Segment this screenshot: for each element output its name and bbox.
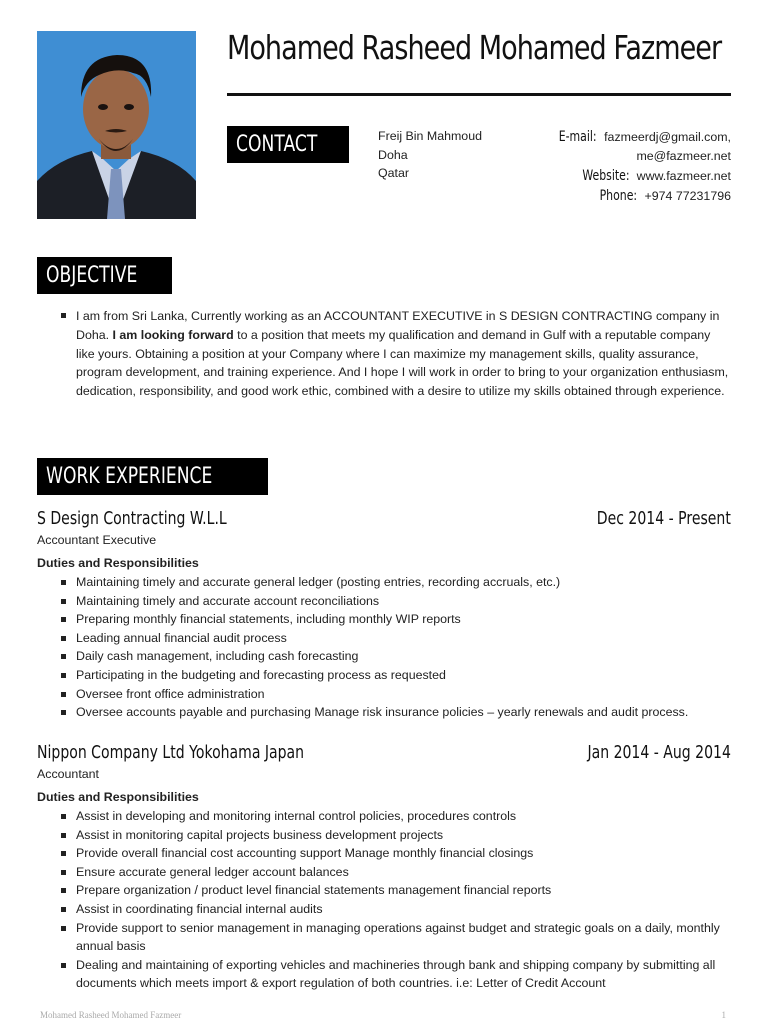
candidate-name: Mohamed Rasheed Mohamed Fazmeer	[227, 28, 722, 67]
address-line: Freij Bin Mahmoud	[378, 129, 482, 143]
list-item: Prepare organization / product level financial statements management financial reports	[76, 881, 736, 900]
list-item: Ensure accurate general ledger account balances	[76, 863, 736, 882]
objective-text-bold: I am looking forward	[112, 327, 234, 342]
list-item: Oversee front office administration	[76, 685, 736, 704]
list-item: Provide overall financial cost accounting support Manage monthly financial closings	[76, 844, 736, 863]
email-row	[548, 127, 731, 147]
phone-label: Phone:	[599, 188, 638, 204]
job-dates: Dec 2014 - Present	[596, 508, 731, 529]
list-item: Provide support to senior management in managing operations against budget and strategic goals on a daily, monthly annual basis	[76, 919, 736, 956]
objective-heading-text: OBJECTIVE	[46, 263, 138, 288]
email-row-secondary	[548, 147, 731, 166]
website-label: Website:	[581, 168, 630, 184]
objective-heading	[37, 257, 172, 294]
objective-text-part1: I am from Sri Lanka, Currently working as an ACCOUNTANT EXECUTIVE in S DESIGN CONTRACTING company in Doha.	[76, 309, 720, 342]
job-dates: Jan 2014 - Aug 2014	[587, 742, 731, 763]
job-role: Accountant Executive	[37, 533, 157, 547]
email-primary[interactable]: fazmeerdj@gmail.com,	[604, 130, 731, 144]
address-line: Doha	[378, 147, 408, 162]
duties-list	[76, 573, 736, 722]
objective-text	[76, 307, 732, 401]
address-line: Qatar	[378, 166, 409, 180]
email-label: E-mail:	[558, 129, 597, 145]
profile-photo	[37, 31, 196, 219]
phone-row	[548, 186, 731, 206]
list-item: Assist in monitoring capital projects business development projects	[76, 826, 736, 845]
work-experience-heading-text: WORK EXPERIENCE	[46, 464, 213, 489]
list-item: Participating in the budgeting and forecasting process as requested	[76, 666, 736, 685]
contact-address	[378, 127, 482, 183]
profile-photo-image	[37, 31, 196, 219]
website-link[interactable]: www.fazmeer.net	[636, 169, 731, 183]
phone-number: +974 77231796	[644, 189, 731, 203]
list-item: Leading annual financial audit process	[76, 629, 736, 648]
list-item: Oversee accounts payable and purchasing Manage risk insurance policies – yearly renewals and audit process.	[76, 703, 736, 722]
list-item: Assist in developing and monitoring internal control policies, procedures controls	[76, 807, 736, 826]
email-secondary[interactable]: me@fazmeer.net	[636, 149, 731, 163]
objective-text-part2: to a position that meets my qualification and demand in Gulf with a reputable company like yours. Obtaining a position at your Company where I can maximize my management skills, quality assurance, program development, and training experience. And I hope I will work in order to bring to your organization enthusiasm, dedication, responsibility, and good work ethic, combined with a desire to utilize my skills obtained through experience.	[76, 327, 729, 399]
list-item: Dealing and maintaining of exporting vehicles and machineries through bank and shipping company by submitting all documents which meets import & export regulation of both countries. i.e: Letter of Credit Account	[76, 956, 736, 993]
bullet-icon	[61, 313, 66, 318]
contact-heading	[227, 126, 349, 163]
duties-list	[76, 807, 736, 993]
footer-name: Mohamed Rasheed Mohamed Fazmeer	[40, 1010, 182, 1020]
website-row	[548, 166, 731, 186]
list-item: Daily cash management, including cash forecasting	[76, 647, 736, 666]
list-item: Preparing monthly financial statements, including monthly WIP reports	[76, 610, 736, 629]
list-item: Assist in coordinating financial internal audits	[76, 900, 736, 919]
job-role: Accountant	[37, 767, 99, 781]
contact-heading-text: CONTACT	[236, 132, 318, 157]
page-number: 1	[721, 1010, 726, 1020]
list-item: Maintaining timely and accurate account reconciliations	[76, 592, 736, 611]
duties-heading: Duties and Responsibilities	[37, 556, 199, 570]
contact-info	[548, 127, 731, 206]
duties-heading: Duties and Responsibilities	[37, 790, 199, 804]
job-company: S Design Contracting W.L.L	[37, 508, 227, 529]
header-divider	[227, 93, 731, 96]
work-experience-heading	[37, 458, 268, 495]
list-item: Maintaining timely and accurate general ledger (posting entries, recording accruals, etc.)	[76, 573, 736, 592]
job-company: Nippon Company Ltd Yokohama Japan	[37, 742, 305, 763]
